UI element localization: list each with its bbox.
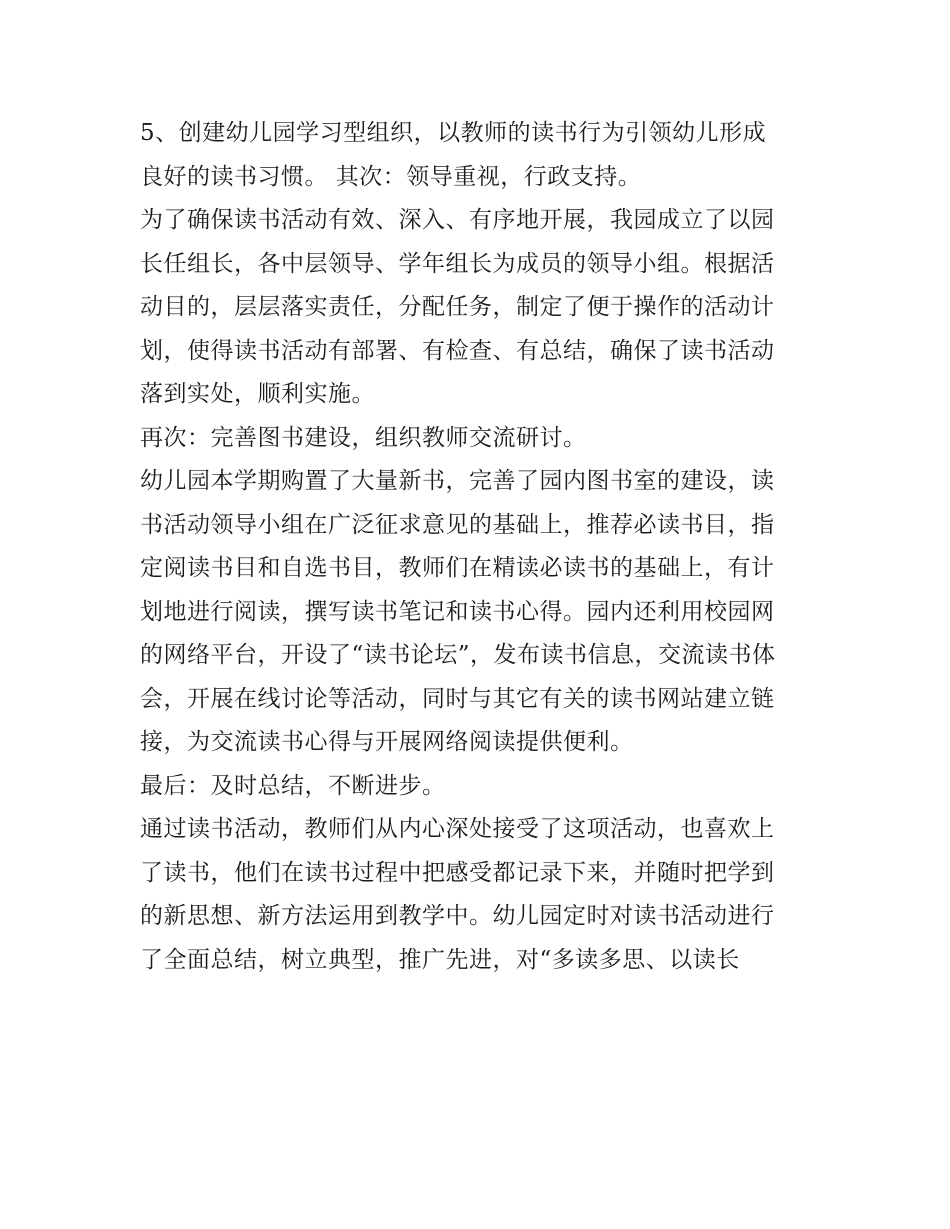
section-heading: 最后：及时总结，不断进步。 bbox=[140, 772, 446, 799]
text-line: 接，为交流读书心得与开展网络阅读提供便利。 bbox=[140, 729, 634, 755]
text-line: 为了确保读书活动有效、深入、有序地开展，我园成立了以园 bbox=[140, 207, 775, 233]
text-line: 5、创建幼儿园学习型组织，以教师的读书行为引领幼儿形成 bbox=[140, 120, 767, 146]
section-heading: 再次：完善图书建设，组织教师交流研讨。 bbox=[140, 424, 587, 451]
text-line: 良好的读书习惯。 其次：领导重视，行政支持。 bbox=[140, 163, 642, 190]
text-line: 动目的，层层落实责任，分配任务，制定了便于操作的活动计 bbox=[140, 294, 775, 320]
text-line: 划地进行阅读，撰写读书笔记和读书心得。园内还利用校园网 bbox=[140, 598, 775, 625]
text-line: 了读书，他们在读书过程中把感受都记录下来，并随时把学到 bbox=[140, 859, 775, 886]
document-body bbox=[140, 112, 820, 982]
text-line: 的网络平台，开设了“读书论坛”，发布读书信息，交流读书体 bbox=[140, 642, 776, 668]
text-line: 落到实处，顺利实施。 bbox=[140, 381, 375, 407]
text-line: 通过读书活动，教师们从内心深处接受了这项活动，也喜欢上 bbox=[140, 816, 775, 842]
text-line: 的新思想、新方法运用到教学中。幼儿园定时对读书活动进行 bbox=[140, 903, 775, 929]
text-line: 长任组长，各中层领导、学年组长为成员的领导小组。根据活 bbox=[140, 250, 775, 277]
text-line: 了全面总结，树立典型，推广先进，对“多读多思、以读长 bbox=[140, 946, 740, 973]
text-line: 幼儿园本学期购置了大量新书，完善了园内图书室的建设，读 bbox=[140, 468, 775, 494]
text-line: 划，使得读书活动有部署、有检查、有总结，确保了读书活动 bbox=[140, 337, 775, 364]
text-line: 定阅读书目和自选书目，教师们在精读必读书的基础上，有计 bbox=[140, 555, 775, 581]
text-line: 会，开展在线讨论等活动，同时与其它有关的读书网站建立链 bbox=[140, 685, 775, 712]
text-line: 书活动领导小组在广泛征求意见的基础上，推荐必读书目，指 bbox=[140, 511, 775, 538]
